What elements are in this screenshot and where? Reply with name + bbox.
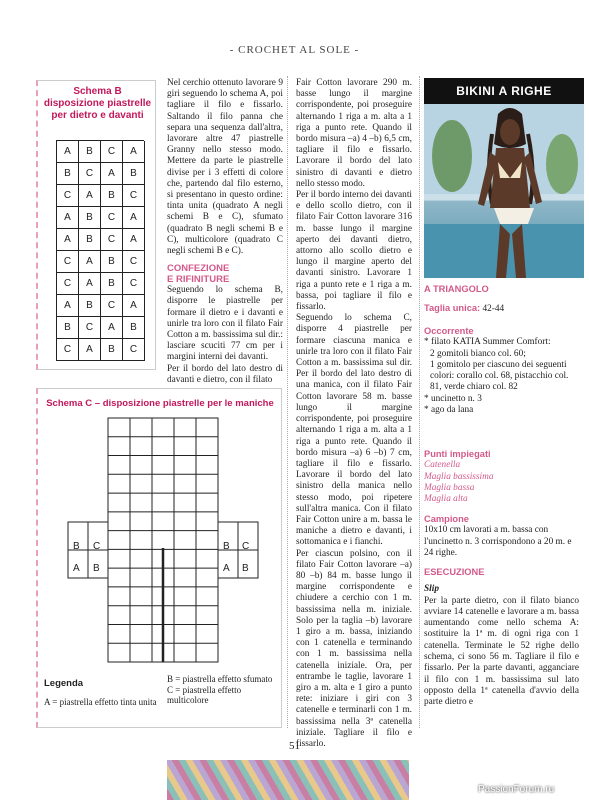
- left-cell: B: [73, 541, 80, 552]
- materials-item: 2 gomitoli bianco col. 60;: [430, 348, 526, 359]
- legend-b: B = piastrella effetto sfumato: [167, 674, 273, 684]
- punti-heading: Punti impiegati: [424, 449, 491, 459]
- left-cell: B: [93, 563, 100, 574]
- schema-b-cell: B: [123, 163, 145, 185]
- schema-b-cell: A: [123, 207, 145, 229]
- pattern-title: BIKINI A RIGHE: [424, 78, 584, 104]
- stitch-item: Maglia bassissima: [424, 471, 494, 482]
- materials-item: * uncinetto n. 3: [424, 393, 482, 404]
- schema-b-cell: C: [57, 273, 79, 295]
- yarn-photo-strip: [167, 760, 409, 800]
- paragraph: Seguendo lo schema B, disporre le piastrelle per formare il dietro e i davanti e unirle tra loro con il filato Fair Cotton a m. bassissima sul dir.: lasciare scuciti 77 cm per i margini interni dei davanti.: [167, 285, 283, 363]
- schema-b-cell: A: [123, 141, 145, 163]
- schema-b-cell: C: [101, 229, 123, 251]
- schema-b-cell: B: [79, 207, 101, 229]
- bikini-photo: [424, 104, 584, 278]
- schema-b-cell: A: [123, 295, 145, 317]
- right-cell: B: [223, 541, 230, 552]
- instructions-column-1: [167, 78, 283, 386]
- schema-b-cell: B: [101, 185, 123, 207]
- taglia-label: Taglia unica:: [424, 303, 481, 313]
- schema-b-cell: B: [79, 295, 101, 317]
- campione-heading: Campione: [424, 514, 469, 524]
- schema-b-title: Schema B disposizione piastrelle per dietro e davanti: [43, 86, 152, 121]
- schema-b-cell: A: [57, 295, 79, 317]
- paragraph: Per ciascun polsino, con il filato Fair Cotton lavorare –a) 80 –b) 84 m. basse lungo il margine corrispondente e chiudere a cerchio con 1 m. bassissima nella m. iniziale. Solo per la taglia –b) lavorare 1 giro a m. bassa, iniziando con 1 catenella e terminando con 1 m. bassissima nella catenella iniziale. Ora, per entrambe le taglie, lavorare 1 giro a m. alta e 1 giro a punto rete: iniziare i giri con 3 catenelle e terminarli con 1 m. bassissima nella 3ª catenella iniziale. Tagliare il filo e fissarlo.: [296, 548, 412, 749]
- schema-b-cell: C: [79, 317, 101, 339]
- legend-a: A = piastrella effetto tinta unita: [44, 697, 157, 707]
- right-cell: C: [242, 541, 250, 552]
- materials-item: * ago da lana: [424, 405, 474, 416]
- esecuzione-block: [424, 567, 579, 709]
- model-illustration: [424, 104, 584, 278]
- slip-text: Per la parte dietro, con il filato bianco avviare 14 catenelle e lavorare a m. bassa aumentando come nello schema A: sostituire la 1ª m. di ogni riga con 1 catenella. Terminate le 52 righe dello schema, ci sono 56 m. Tagliare il filo e fissarlo. Per la parte davanti, agganciare il filo con 1 m. bassissima sul lato opposto della 1ª catenella d'avvio della parte dietro e: [424, 595, 579, 708]
- campione-block: [424, 514, 579, 559]
- legend-c: C = piastrella effetto multicolore: [167, 684, 242, 705]
- paragraph: Per il bordo interno dei davanti e dello scollo dietro, con il filato Fair Cotton lavorare 316 m. basse lungo il margine aperto dei davanti dietro, attorno allo scollo dietro e lungo il margine aperto del davanti sinistro. Lavorare 1 riga a punto rete e 1 riga a m. bassa, poi tagliare il filo e fissarlo.: [296, 190, 412, 313]
- section-heading: CONFEZIONE E RIFINITURE: [167, 263, 230, 286]
- column-divider: [287, 76, 288, 728]
- schema-b-cell: C: [101, 141, 123, 163]
- esecuzione-heading: ESECUZIONE: [424, 567, 485, 577]
- slip-heading: Slip: [424, 584, 439, 595]
- occorrente-heading: Occorrente: [424, 326, 474, 336]
- occorrente-block: [424, 326, 579, 416]
- paragraph: Nel cerchio ottenuto lavorare 9 giri seguendo lo schema A, poi tagliare il filo e fissarlo. Saltando il filo panna che separa una sequenza dall'altra, lavorare altre 47 piastrelle Granny nello stesso modo. Mettere da parte le piastrelle divise per i 3 effetti di colore che, partendo dal filo esterno, si presentano in questo ordine: tinta unita (quadrato A negli schemi B e C), sfumato (quadrato B negli schemi B e C), multicolore (quadrato C negli schemi B e C).: [167, 78, 283, 257]
- running-header: - CROCHET AL SOLE -: [229, 44, 360, 56]
- right-cell: A: [223, 563, 230, 574]
- schema-b-cell: A: [79, 339, 101, 361]
- materials-item: 1 gomitolo per ciascuno dei seguenti colori: corallo col. 68, pistacchio col. 81, verde chiaro col. 82: [430, 359, 569, 393]
- schema-b-cell: B: [123, 317, 145, 339]
- schema-b-cell: A: [123, 229, 145, 251]
- page-number: 51: [289, 740, 300, 752]
- schema-b-grid: [56, 140, 144, 361]
- schema-b-cell: B: [79, 229, 101, 251]
- schema-b-cell: C: [101, 207, 123, 229]
- schema-b-cell: B: [101, 251, 123, 273]
- schema-b-cell: C: [79, 163, 101, 185]
- materials-item: * filato KATIA Summer Comfort:: [424, 337, 551, 348]
- watermark: PassionForum.ru: [478, 784, 555, 795]
- column-divider: [419, 76, 420, 728]
- taglia-value: 42-44: [482, 304, 505, 314]
- schema-b-cell: A: [57, 229, 79, 251]
- schema-b-cell: A: [57, 207, 79, 229]
- section-a-triangolo: A TRIANGOLO: [424, 284, 489, 294]
- schema-c-title: Schema C – disposizione piastrelle per le maniche: [46, 398, 274, 409]
- schema-b-cell: A: [79, 273, 101, 295]
- schema-b-cell: B: [101, 273, 123, 295]
- left-cell: A: [73, 563, 80, 574]
- paragraph: Seguendo lo schema C, disporre 4 piastrelle per formare ciascuna manica e unirle tra loro con il filato Fair Cotton a m. bassissima sul dir. Per il bordo del lato destro di una manica, con il filato Fair Cotton lavorare 58 m. basse lungo il margine corrispondente, poi proseguire alternando 1 riga a m. alta a 1 riga a punto rete. Quando il bordo misura –a) 6 –b) 7 cm, tagliare il filo e fissarlo. Lavorare il bordo del lato sinistro della manica nello stesso modo, poi ripetere sull'altra manica. Con il filato Fair Cotton unire a m. bassa le maniche a dietro e davanti, i sottomanica e i fianchi.: [296, 313, 412, 548]
- instructions-column-2: [296, 78, 412, 750]
- schema-b-cell: B: [57, 317, 79, 339]
- schema-b-cell: C: [123, 185, 145, 207]
- schema-c-diagram: [60, 414, 270, 669]
- stitch-item: Maglia bassa: [424, 482, 475, 493]
- schema-b-cell: C: [57, 251, 79, 273]
- schema-b-cell: B: [101, 339, 123, 361]
- stitch-item: Catenella: [424, 460, 461, 471]
- schema-b-cell: B: [79, 141, 101, 163]
- schema-b-cell: C: [123, 251, 145, 273]
- schema-b-cell: C: [57, 185, 79, 207]
- left-cell: C: [93, 541, 101, 552]
- taglia-line: [424, 303, 579, 315]
- legend-bc: [167, 674, 277, 706]
- schema-b-cell: C: [123, 273, 145, 295]
- schema-b-cell: C: [57, 339, 79, 361]
- schema-b-cell: B: [57, 163, 79, 185]
- schema-b-cell: C: [101, 295, 123, 317]
- paragraph: Per il bordo del lato destro di davanti e dietro, con il filato: [167, 363, 283, 385]
- schema-b-cell: A: [101, 163, 123, 185]
- paragraph: Fair Cotton lavorare 290 m. basse lungo il margine corrispondente, poi proseguire alternando 1 riga a m. alta a 1 riga a punto rete. Quando il bordo misura –a) 4 –b) 6,5 cm, tagliare il filo e fissarlo. Lavorare il bordo del lato sinistro di davanti e dietro nello stesso modo.: [296, 78, 412, 189]
- punti-block: [424, 449, 579, 505]
- right-cell: B: [242, 563, 249, 574]
- schema-b-cell: A: [79, 251, 101, 273]
- stitch-item: Maglia alta: [424, 494, 468, 505]
- legend-heading: Legenda: [44, 678, 84, 689]
- section-label: [424, 284, 579, 296]
- schema-b-cell: C: [123, 339, 145, 361]
- campione-text: 10x10 cm lavorati a m. bassa con l'uncinetto n. 3 corrispondono a 20 m. e 24 righe.: [424, 525, 572, 558]
- schema-b-cell: A: [79, 185, 101, 207]
- schema-b-cell: A: [101, 317, 123, 339]
- schema-b-cell: A: [57, 141, 79, 163]
